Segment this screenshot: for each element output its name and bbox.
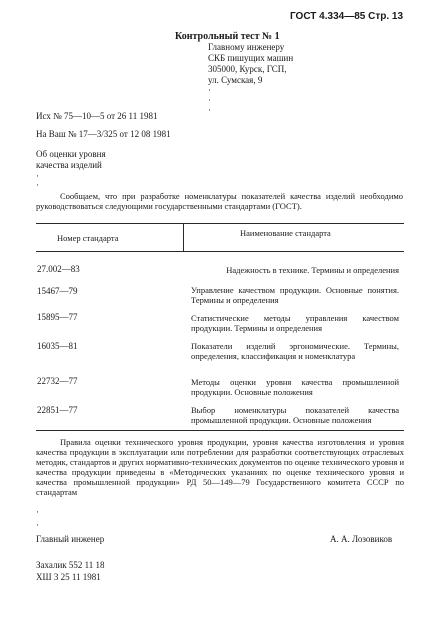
outgoing-ref: Исх № 75—10—5 от 26 11 1981: [36, 111, 158, 121]
standard-name: Показатели изделий эргономические. Термины, определения, классификация и номенклатура: [191, 341, 399, 361]
subject-line: Об оценки уровня: [36, 149, 106, 159]
standard-name: Надежность в технике. Термины и определения: [226, 265, 399, 275]
closing-paragraph: Правила оценки технического уровня продукции, уровня качества изготовления и уровня качества продукции в эксплуатации или потреблении для разработки соответствующих отраслевых методик, стандартов и других нормативно-технических документов по оценке технического уровня и качества продукции приведены в «Методических указаниях по оценке технического уровня и качества промышленной продукции» РД 50—149—79 Государственного комитета СССР по стандартам: [36, 437, 404, 497]
signature-name: А. А. Лозовиков: [330, 534, 393, 544]
standard-number: 15895—77: [37, 312, 78, 322]
standard-name: Выбор номенклатуры показателей качества промышленной продукции. Основные положения: [191, 405, 399, 425]
address-line: ул. Сумская, 9: [208, 75, 263, 85]
address-line: СКБ пишущих машин: [208, 53, 294, 63]
table-bottom-rule: [36, 430, 404, 431]
dot-mark: ·: [36, 171, 39, 181]
table-header-number: Номер стандарта: [57, 233, 119, 243]
standard-number: 22732—77: [37, 376, 78, 386]
dot-mark: ·: [36, 520, 39, 530]
table-header-rule: [36, 251, 404, 252]
table-header-name: Наименование стандарта: [240, 228, 331, 238]
footer-line: ХШ 3 25 11 1981: [36, 572, 101, 582]
page-header-ref: ГОСТ 4.334—85 Стр. 13: [290, 11, 404, 22]
signature-position: Главный инженер: [36, 534, 105, 544]
standard-number: 27.002—83: [37, 264, 80, 274]
standard-name: Управление качеством продукции. Основные понятия. Термины и определения: [191, 285, 399, 305]
intro-paragraph: Сообщаем, что при разработке номенклатуры показателей качества изделий необходимо руководствоваться следующими государственными стандартами (ГОСТ).: [36, 191, 403, 211]
table-top-rule: [36, 223, 404, 224]
dot-mark: ·: [208, 95, 211, 105]
standard-name: Методы оценки уровня качества промышленной продукции. Основные положения: [191, 377, 399, 397]
standard-number: 16035—81: [37, 341, 78, 351]
subject-line: качества изделий: [36, 160, 102, 170]
incoming-ref: На Ваш № 17—3/325 от 12 08 1981: [36, 129, 171, 139]
dot-mark: ·: [36, 180, 39, 190]
address-line: Главному инженеру: [208, 42, 285, 52]
dot-mark: ·: [208, 105, 211, 115]
standard-number: 22851—77: [37, 405, 78, 415]
address-line: 305000, Курск, ГСП,: [208, 64, 287, 74]
dot-mark: ·: [36, 507, 39, 517]
document-title: Контрольный тест № 1: [175, 31, 280, 42]
standard-name: Статистические методы управления качеством продукции. Термины и определения: [191, 313, 399, 333]
standard-number: 15467—79: [37, 286, 78, 296]
table-column-divider: [183, 223, 184, 251]
footer-line: Захалик 552 11 18: [36, 560, 105, 570]
dot-mark: ·: [208, 85, 211, 95]
